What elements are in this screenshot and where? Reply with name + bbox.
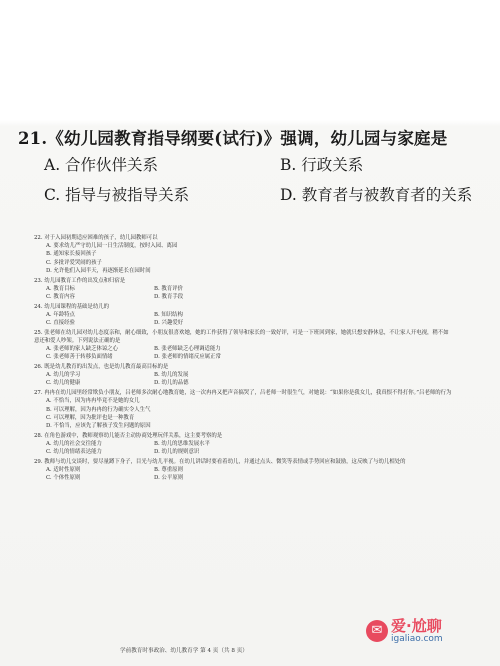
watermark-url: igaliao.com	[391, 634, 443, 644]
option: D. 公平原则	[154, 475, 184, 482]
option: B. 幼儿的发展	[154, 372, 189, 379]
question-27	[34, 389, 452, 430]
option: C. 幼儿的情绪表达能力	[46, 449, 102, 456]
option-grid	[34, 440, 452, 456]
question-stem: 24. 幼儿园课程的基础是幼儿的	[34, 303, 109, 310]
option: D. 不恰当，应该先了解孩子发生问题的原因	[46, 422, 151, 429]
question-28	[34, 432, 452, 457]
option: C. 教育内容	[46, 293, 75, 300]
question-list	[34, 234, 452, 484]
option: A. 年龄特点	[46, 311, 75, 318]
option: A. 适时性原则	[46, 466, 81, 473]
question-21-options	[18, 154, 488, 214]
option-grid	[34, 311, 452, 327]
question-21-stem: 21.《幼儿园教育指导纲要(试行)》强调，幼儿园与家庭是	[18, 129, 448, 148]
option-d: D. 教育者与被教育者的关系	[280, 186, 473, 204]
option: A. 张老师的家人缺乏体谅之心	[46, 346, 119, 353]
option: D. 幼儿的规则意识	[154, 449, 200, 456]
option: C. 多批评爱哭闹的孩子	[46, 259, 102, 266]
question-25	[34, 329, 452, 362]
question-22	[34, 234, 452, 275]
question-24	[34, 303, 452, 328]
option-grid	[34, 285, 452, 301]
option: A. 教育目标	[46, 285, 75, 292]
watermark	[366, 618, 443, 644]
question-stem: 22. 对于入园初期适应困难的孩子，幼儿园教师可以	[34, 235, 158, 241]
option-grid	[34, 371, 452, 387]
question-stem: 29. 教师与幼儿交谈时，要尽量蹲下身子，目光与幼儿平视。在幼儿讲话时要看着幼儿，并通过点头、微笑等表情或手势回应和鼓励，这反映了与幼儿相处的	[34, 458, 406, 465]
option: B. 知识结构	[154, 311, 183, 318]
option-grid	[34, 466, 452, 482]
chat-bubble-icon: ✉	[366, 620, 388, 642]
option: D. 兴趣爱好	[154, 320, 184, 327]
option-grid	[34, 345, 452, 361]
question-23	[34, 277, 452, 302]
option: A. 要求幼儿严守幼儿园一日生活制度，按时入园、离园	[46, 243, 178, 250]
option: B. 教育评价	[154, 285, 183, 292]
option: B. 张老师缺乏心理调适能力	[154, 346, 221, 353]
option: D. 允许他们入园半天，再逐渐延长在园时间	[46, 267, 151, 274]
option-c: C. 指导与被指导关系	[44, 186, 190, 204]
question-stem: 27. 冉冉在幼儿园里经常欺负小朋友，吕老师多次耐心地教育她，这一次冉冉又把声音搞哭了，吕老师一时很生气，对她说：“如果你是我女儿，我真恨不得打你。”吕老师的行为	[34, 390, 452, 397]
option: C. 直接经验	[46, 320, 75, 327]
option: D. 张老师的情绪反应属正常	[154, 354, 221, 361]
question-29	[34, 458, 452, 483]
option: C. 可以理解，因为批评也是一种教育	[46, 414, 135, 421]
option: A. 幼儿的社会交往能力	[46, 440, 102, 447]
option: B. 尊重原则	[154, 466, 183, 473]
question-21-enlarged	[18, 128, 488, 214]
question-26	[34, 363, 452, 388]
option: B. 可以理解，因为冉冉的行为确实令人生气	[46, 406, 151, 413]
option: A. 不恰当，因为冉冉毕竟不是她的女儿	[46, 398, 140, 405]
option: C. 幼儿的健康	[46, 380, 81, 387]
question-stem: 26. 既是幼儿教育的出发点，也是幼儿教育最高目标的是	[34, 364, 169, 371]
option: A. 幼儿的学习	[46, 372, 81, 379]
watermark-text	[391, 618, 443, 644]
option: B. 通知家长接回孩子	[46, 251, 97, 258]
question-stem: 28. 在角色游戏中，教师观察幼儿能否主动协商处理玩伴关系，这主要考察的是	[34, 432, 223, 439]
page-footer: 学前教育时事政治、幼儿教育学 第 4 页（共 8 页）	[120, 648, 248, 654]
option: B. 幼儿的思维发展水平	[154, 440, 210, 447]
option-a: A. 合作伙伴关系	[44, 156, 159, 174]
option-b: B. 行政关系	[280, 156, 364, 174]
option: C. 张老师善于转移负面情绪	[46, 354, 113, 361]
option: C. 个体性原则	[46, 475, 81, 482]
question-stem: 23. 幼儿园教育工作的出发点和归宿是	[34, 277, 126, 284]
option: D. 幼儿的品德	[154, 380, 189, 387]
option: D. 教育手段	[154, 293, 184, 300]
watermark-brand: 爱·尬聊	[391, 617, 442, 635]
question-stem: 25. 张老师在幼儿园对幼儿态度亲和，耐心细致，小朋友很喜欢她，她的工作获得了领导和家长的一致好评，可是一下班回到家，她就只想安静休息，不让家人开电视，稍不如意还和爱人吵架。下列说法正确的是	[34, 329, 449, 344]
